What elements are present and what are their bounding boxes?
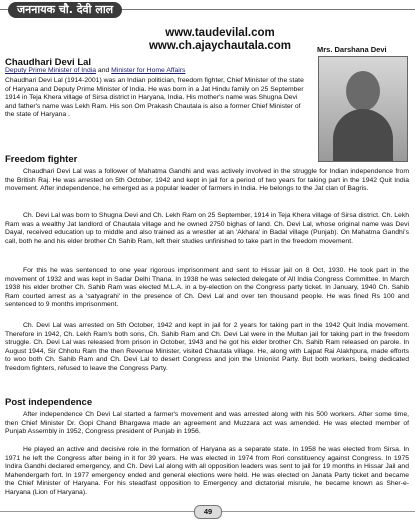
- header-title: जननायक चौ. देवी लाल: [8, 2, 122, 18]
- url-ajaychautala[interactable]: www.ch.ajaychautala.com: [148, 40, 292, 52]
- section-title-post-independence: Post independence: [5, 397, 93, 408]
- paragraph: After independence Ch Devi Lal started a farmer's movement and was arrested along with his 500 workers. After some time, then Chief Minister Dr. Gopi Chand Bhargawa made an agreement and Muzzara act was amended. He was elected member of Punjab Assembly in 1952, Congress president of Punjab in 1956.: [5, 411, 409, 436]
- portrait-caption: Mrs. Darshana Devi: [317, 45, 387, 54]
- name-heading: Chaudhari Devi Lal: [5, 57, 92, 68]
- paragraph: He played an active and decisive role in the formation of Haryana as a separate state. In 1958 he was elected from Sirsa. In 1971 he left the Congress after being in it for 39 years. He was elected in 1974 from Rori constituency against Congress. In 1975 Indira Gandhi declared emergency, and Ch. Devi Lal along with all opposition leaders was sent to jail for 19 months in Hissar Jail and Mahendergarh fort. In 1977 emergency ended and general elections were held. He was elected on Janata Party ticket and became the Chief Minister of Haryana. For his steadfast opposition to Emergency and dictatorial misrule, he became known as Sher-e-Haryana (Lion of Haryana).: [5, 446, 409, 496]
- subtitle: [5, 67, 185, 74]
- link-home-affairs[interactable]: Minister for Home Affairs: [111, 67, 186, 74]
- intro-paragraph: Chaudhari Devi Lal (1914-2001) was an Indian politician, freedom fighter, Chief Minister of the state of Haryana and Deputy Prime Minister of India. He was born in a Jat Hindu family on 25 September 1914 in Teja Khera village of Sirsa district in Haryana, India. His mother's name was Shugna Devi and father's name was Lekh Ram. His son Om Prakash Chautala is also a former Chief Minister of the state of Haryana .: [5, 77, 304, 118]
- subtitle-and: and: [96, 67, 112, 74]
- paragraph: For this he was sentenced to one year rigorous imprisonment and sent to Hissar jail on 8 Oct, 1930. He took part in the movement of 1932 and was kept in Sadar Delhi Thana. In 1938 he was selected delegate of All India Congress Committee. In March 1938 his elder brother Ch. Sahib Ram was elected M.L.A. in a by-election on the Congress party ticket. In January, 1940 Ch. Sahib Ram courted arrest as a 'satyagrahi' in the presence of Ch. Devi Lal and over ten thousand people. He was fined Rs 100 and sentenced to 9 months imprisonment.: [5, 267, 409, 309]
- portrait-photo: [318, 56, 408, 162]
- section-title-freedom-fighter: Freedom fighter: [5, 154, 78, 165]
- portrait-head: [346, 71, 380, 111]
- link-deputy-pm[interactable]: Deputy Prime Minister of India: [5, 67, 97, 74]
- page-number: 49: [194, 505, 222, 519]
- portrait-body: [333, 109, 393, 161]
- url-taudevilal[interactable]: www.taudevilal.com: [165, 27, 275, 39]
- paragraph: Ch. Devi Lal was arrested on 5th October, 1942 and kept in jail for 2 years for taking part in the 1942 Quit India movement. Therefore in 1942, Ch. Lekh Ram's both sons, Ch. Sahib Ram and Ch. Devi Lal were in the Multan jail for taking part in the freedom struggle. Ch. Devi Lal was released from prison in October, 1943 and he got his elder brother Ch. Sahib Ram released on parole. In August 1944, Sir Chhotu Ram the then Revenue Minister, visited Chautala village. He, along with Lajpat Rai Alakhpura, made efforts to woo both Ch. Sahib Ram and Ch. Devi Lal to desert Congress and join the Unionist Party. But both workers, being dedicated freedom fighters, refused to leave the Congress Party.: [5, 322, 409, 372]
- website-urls: [125, 27, 315, 53]
- header-band: [0, 0, 415, 22]
- paragraph: Chaudhari Devi Lal was a follower of Mahatma Gandhi and was actively involved in the struggle for Indian independence from the British Raj. He was arrested on 5th October, 1942 and kept in jail for a period of two years for taking part in the 1942 Quit India movement. After independence, he emerged as a popular leader of farmers in India. He belongs to the Jat clan of Bagris.: [5, 168, 409, 193]
- paragraph: Ch. Devi Lal was born to Shugna Devi and Ch. Lekh Ram on 25 September, 1914 in Teja Khera village of Sirsa district. Ch. Lekh Ram was a wealthy Jat landlord of Chautala village and he owned 2750 bighas of land. Ch. Devi Lal, whose original name was Devi Dayal, received education up to middle and also trained as a wrestler at an 'Akhara' in Badal village (Punjab). On Mahatma Gandhi's call, both he and his elder brother Ch Sahib Ram, left their studies unfinished to take part in the freedom movement.: [5, 212, 410, 245]
